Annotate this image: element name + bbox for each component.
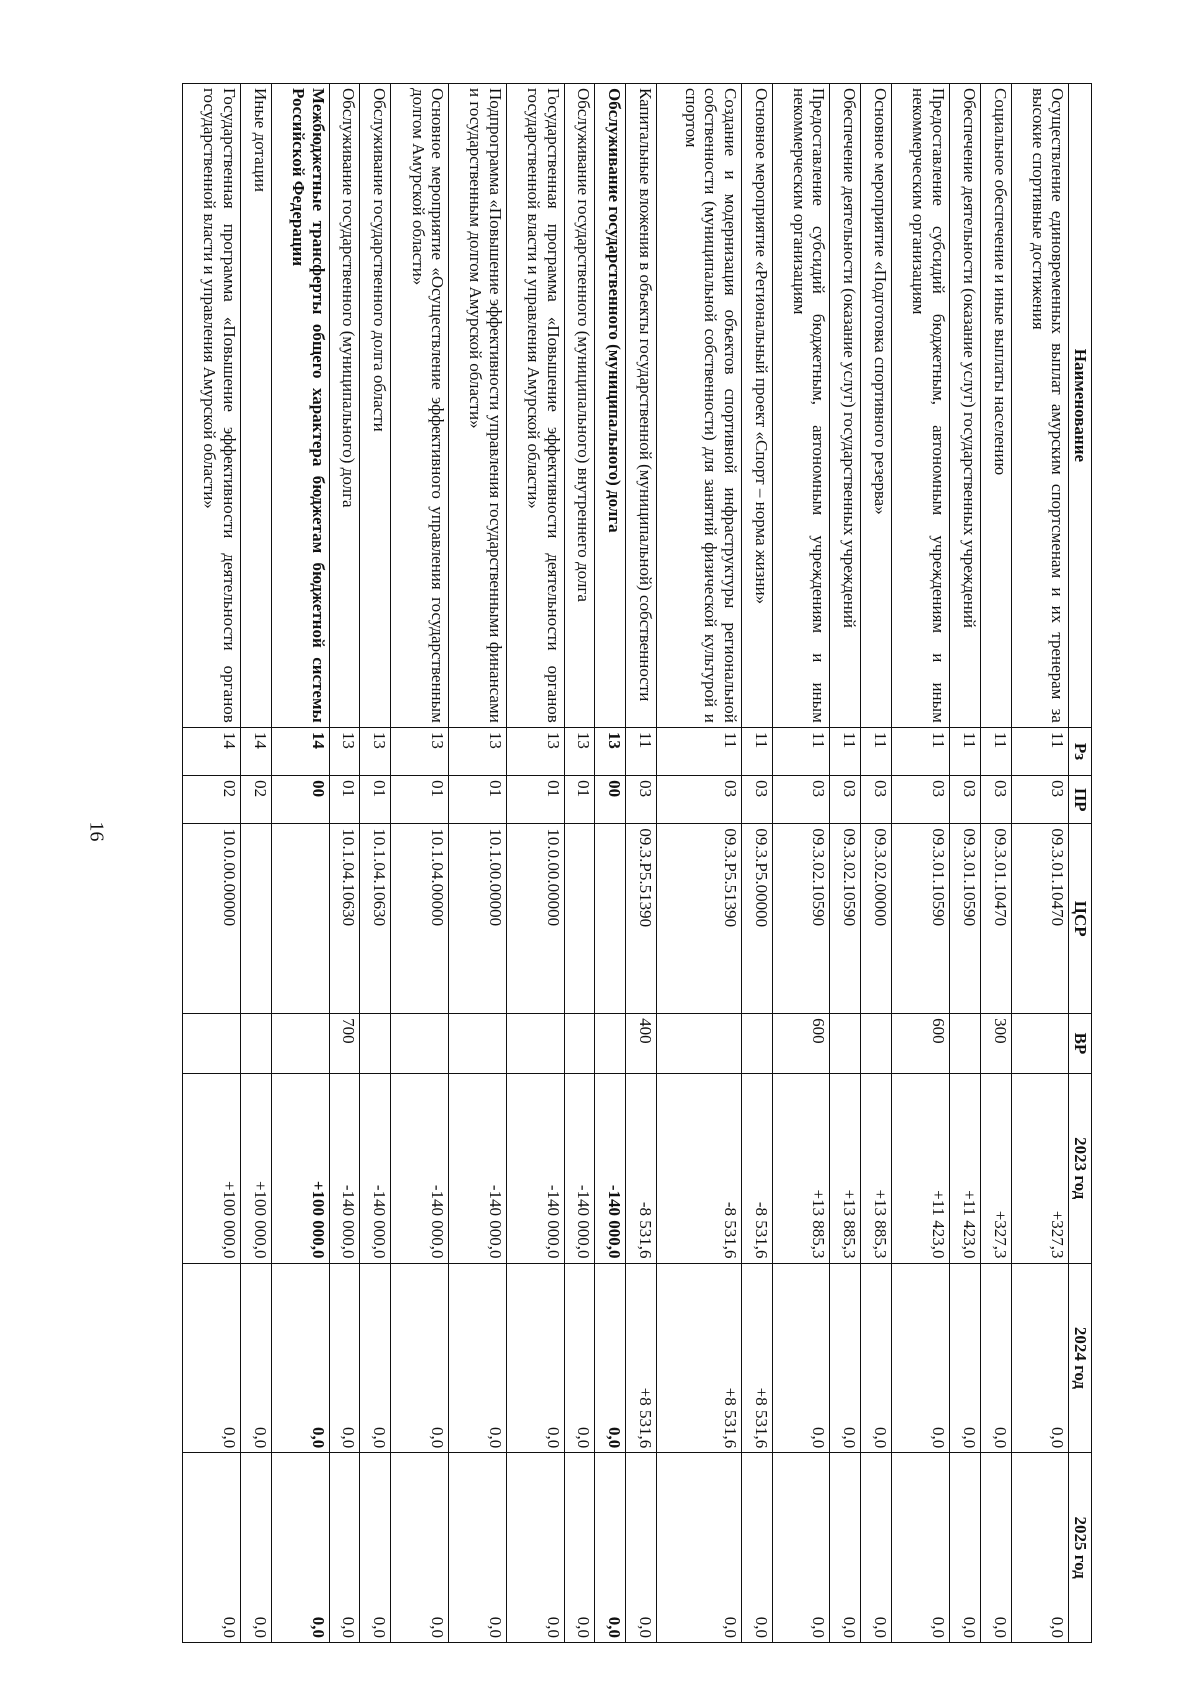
table-cell-name: Иные дотации bbox=[240, 84, 271, 728]
table-cell-pr: 03 bbox=[626, 776, 657, 824]
table-cell-2025: 0,0 bbox=[595, 1453, 626, 1643]
table-cell-pr: 01 bbox=[360, 776, 391, 824]
table-cell-vr bbox=[595, 1014, 626, 1074]
table-cell-csr: 09.3.01.10470 bbox=[980, 824, 1011, 1014]
table-cell-name: Социальное обеспечение и иные выплаты населению bbox=[980, 84, 1011, 728]
header-vr: ВР bbox=[1069, 1014, 1092, 1074]
table-cell-2023: +13 885,3 bbox=[830, 1073, 861, 1263]
table-row bbox=[329, 84, 360, 1643]
table-cell-pr: 01 bbox=[391, 776, 449, 824]
table-cell-csr: 09.3.P5.00000 bbox=[741, 824, 772, 1014]
table-cell-vr bbox=[506, 1014, 564, 1074]
table-cell-pr: 03 bbox=[949, 776, 980, 824]
header-rz: Рз bbox=[1069, 727, 1092, 775]
table-cell-2023: +13 885,3 bbox=[861, 1073, 892, 1263]
budget-table bbox=[182, 83, 1092, 1643]
table-cell-rz: 13 bbox=[360, 727, 391, 775]
table-cell-pr: 03 bbox=[772, 776, 830, 824]
table-cell-2025: 0,0 bbox=[271, 1453, 329, 1643]
table-cell-rz: 14 bbox=[183, 727, 241, 775]
table-cell-2023: +327,3 bbox=[980, 1073, 1011, 1263]
table-cell-pr: 03 bbox=[741, 776, 772, 824]
table-row bbox=[626, 84, 657, 1643]
table-cell-rz: 11 bbox=[772, 727, 830, 775]
table-row bbox=[772, 84, 830, 1643]
table-cell-2023: +11 423,0 bbox=[892, 1073, 950, 1263]
table-cell-rz: 11 bbox=[949, 727, 980, 775]
table-cell-pr: 02 bbox=[183, 776, 241, 824]
table-cell-csr: 09.3.P5.51390 bbox=[657, 824, 742, 1014]
table-cell-2025: 0,0 bbox=[892, 1453, 950, 1643]
table-cell-csr: 10.0.00.00000 bbox=[506, 824, 564, 1014]
table-cell-name: Обслуживание государственного (муниципального) долга bbox=[595, 84, 626, 728]
table-cell-csr: 09.3.02.10590 bbox=[772, 824, 830, 1014]
table-cell-2023: -8 531,6 bbox=[741, 1073, 772, 1263]
table-row bbox=[183, 84, 241, 1643]
table-cell-csr: 09.3.02.10590 bbox=[830, 824, 861, 1014]
table-cell-csr bbox=[240, 824, 271, 1014]
table-cell-2023: -140 000,0 bbox=[360, 1073, 391, 1263]
table-cell-2025: 0,0 bbox=[626, 1453, 657, 1643]
table-cell-2024: 0,0 bbox=[980, 1263, 1011, 1453]
table-cell-vr bbox=[949, 1014, 980, 1074]
table-cell-csr: 10.1.00.00000 bbox=[449, 824, 507, 1014]
table-cell-2025: 0,0 bbox=[360, 1453, 391, 1643]
table-row bbox=[830, 84, 861, 1643]
table-cell-vr bbox=[271, 1014, 329, 1074]
table-cell-vr: 600 bbox=[772, 1014, 830, 1074]
table-cell-pr: 03 bbox=[1011, 776, 1069, 824]
header-name: Наименование bbox=[1069, 84, 1092, 728]
table-cell-2024: 0,0 bbox=[1011, 1263, 1069, 1453]
table-cell-pr: 01 bbox=[564, 776, 595, 824]
table-cell-2024: 0,0 bbox=[861, 1263, 892, 1453]
table-cell-2024: 0,0 bbox=[506, 1263, 564, 1453]
table-cell-csr: 09.3.02.00000 bbox=[861, 824, 892, 1014]
table-cell-csr: 10.0.00.00000 bbox=[183, 824, 241, 1014]
table-row bbox=[1011, 84, 1069, 1643]
table-cell-name: Обеспечение деятельности (оказание услуг) государственных учреждений bbox=[949, 84, 980, 728]
table-cell-vr: 600 bbox=[892, 1014, 950, 1074]
table-cell-2025: 0,0 bbox=[657, 1453, 742, 1643]
table-cell-pr: 03 bbox=[980, 776, 1011, 824]
table-cell-2024: 0,0 bbox=[360, 1263, 391, 1453]
table-cell-2024: +8 531,6 bbox=[626, 1263, 657, 1453]
table-cell-pr: 00 bbox=[271, 776, 329, 824]
table-cell-vr bbox=[657, 1014, 742, 1074]
table-cell-vr: 700 bbox=[329, 1014, 360, 1074]
table-cell-2023: -140 000,0 bbox=[595, 1073, 626, 1263]
table-cell-2024: 0,0 bbox=[772, 1263, 830, 1453]
table-cell-pr: 03 bbox=[657, 776, 742, 824]
table-cell-csr: 10.1.04.00000 bbox=[391, 824, 449, 1014]
table-cell-2025: 0,0 bbox=[830, 1453, 861, 1643]
table-cell-name: Капитальные вложения в объекты государственной (муниципальной) собственности bbox=[626, 84, 657, 728]
table-cell-2023: -140 000,0 bbox=[506, 1073, 564, 1263]
table-row bbox=[271, 84, 329, 1643]
table-cell-vr bbox=[1011, 1014, 1069, 1074]
table-cell-pr: 01 bbox=[329, 776, 360, 824]
table-cell-rz: 11 bbox=[980, 727, 1011, 775]
table-cell-name: Создание и модернизация объектов спортивной инфраструктуры региональной собственности (муниципальной собственности) для занятий физической культурой и спортом bbox=[657, 84, 742, 728]
table-cell-2024: 0,0 bbox=[391, 1263, 449, 1453]
table-cell-pr: 01 bbox=[506, 776, 564, 824]
table-cell-2025: 0,0 bbox=[949, 1453, 980, 1643]
table-cell-csr: 09.3.P5.51390 bbox=[626, 824, 657, 1014]
table-cell-2023: -140 000,0 bbox=[564, 1073, 595, 1263]
table-cell-rz: 13 bbox=[506, 727, 564, 775]
table-cell-2025: 0,0 bbox=[506, 1453, 564, 1643]
table-row bbox=[892, 84, 950, 1643]
table-cell-2025: 0,0 bbox=[329, 1453, 360, 1643]
table-cell-2025: 0,0 bbox=[741, 1453, 772, 1643]
table-cell-rz: 11 bbox=[626, 727, 657, 775]
table-cell-vr bbox=[240, 1014, 271, 1074]
table-cell-2023: +100 000,0 bbox=[183, 1073, 241, 1263]
table-cell-2023: +327,3 bbox=[1011, 1073, 1069, 1263]
table-row bbox=[449, 84, 507, 1643]
table-cell-vr bbox=[830, 1014, 861, 1074]
table-cell-csr bbox=[564, 824, 595, 1014]
table-cell-name: Основное мероприятие «Подготовка спортивного резерва» bbox=[861, 84, 892, 728]
table-row bbox=[949, 84, 980, 1643]
table-cell-name: Основное мероприятие «Осуществление эффективного управления государственным долгом Амурской области» bbox=[391, 84, 449, 728]
header-pr: ПР bbox=[1069, 776, 1092, 824]
table-cell-csr bbox=[595, 824, 626, 1014]
table-cell-2024: 0,0 bbox=[595, 1263, 626, 1453]
table-cell-2025: 0,0 bbox=[449, 1453, 507, 1643]
table-cell-name: Обеспечение деятельности (оказание услуг) государственных учреждений bbox=[830, 84, 861, 728]
table-cell-name: Государственная программа «Повышение эффективности деятельности органов государственной власти и управления Амурской области» bbox=[183, 84, 241, 728]
table-cell-2024: +8 531,6 bbox=[657, 1263, 742, 1453]
table-cell-2024: 0,0 bbox=[892, 1263, 950, 1453]
table-cell-rz: 13 bbox=[595, 727, 626, 775]
table-cell-vr bbox=[861, 1014, 892, 1074]
table-cell-csr: 10.1.04.10630 bbox=[360, 824, 391, 1014]
table-cell-name: Межбюджетные трансферты общего характера бюджетам бюджетной системы Российской Федерации bbox=[271, 84, 329, 728]
table-cell-2023: +100 000,0 bbox=[271, 1073, 329, 1263]
table-cell-2023: -8 531,6 bbox=[626, 1073, 657, 1263]
table-cell-pr: 00 bbox=[595, 776, 626, 824]
table-cell-csr bbox=[271, 824, 329, 1014]
header-csr: ЦСР bbox=[1069, 824, 1092, 1014]
table-cell-vr bbox=[449, 1014, 507, 1074]
table-cell-name: Обслуживание государственного (муниципального) внутреннего долга bbox=[564, 84, 595, 728]
table-cell-rz: 13 bbox=[329, 727, 360, 775]
table-cell-pr: 03 bbox=[861, 776, 892, 824]
table-cell-2024: 0,0 bbox=[564, 1263, 595, 1453]
table-cell-2025: 0,0 bbox=[861, 1453, 892, 1643]
header-2023: 2023 год bbox=[1069, 1073, 1092, 1263]
table-cell-2024: 0,0 bbox=[830, 1263, 861, 1453]
table-cell-name: Основное мероприятие «Региональный проект «Спорт – норма жизни» bbox=[741, 84, 772, 728]
table-row bbox=[391, 84, 449, 1643]
table-cell-2024: 0,0 bbox=[949, 1263, 980, 1453]
header-2025: 2025 год bbox=[1069, 1453, 1092, 1643]
table-row bbox=[741, 84, 772, 1643]
table-body bbox=[183, 84, 1069, 1643]
table-cell-name: Осуществление единовременных выплат амурским спортсменам и их тренерам за высокие спортивные достижения bbox=[1011, 84, 1069, 728]
table-cell-2024: +8 531,6 bbox=[741, 1263, 772, 1453]
table-cell-2023: -8 531,6 bbox=[657, 1073, 742, 1263]
table-cell-pr: 03 bbox=[830, 776, 861, 824]
table-cell-2023: -140 000,0 bbox=[391, 1073, 449, 1263]
table-cell-2023: +11 423,0 bbox=[949, 1073, 980, 1263]
table-cell-2024: 0,0 bbox=[271, 1263, 329, 1453]
table-cell-2025: 0,0 bbox=[240, 1453, 271, 1643]
table-row bbox=[360, 84, 391, 1643]
table-cell-rz: 14 bbox=[240, 727, 271, 775]
rotated-table-container bbox=[182, 83, 1092, 1643]
table-cell-rz: 13 bbox=[564, 727, 595, 775]
table-cell-2025: 0,0 bbox=[980, 1453, 1011, 1643]
table-cell-2024: 0,0 bbox=[183, 1263, 241, 1453]
table-cell-2025: 0,0 bbox=[1011, 1453, 1069, 1643]
table-row bbox=[564, 84, 595, 1643]
table-cell-name: Предоставление субсидий бюджетным, автономным учреждениям и иным некоммерческим организациям bbox=[892, 84, 950, 728]
table-cell-pr: 03 bbox=[892, 776, 950, 824]
table-cell-name: Предоставление субсидий бюджетным, автономным учреждениям и иным некоммерческим организациям bbox=[772, 84, 830, 728]
table-cell-2024: 0,0 bbox=[329, 1263, 360, 1453]
table-row bbox=[980, 84, 1011, 1643]
table-cell-pr: 02 bbox=[240, 776, 271, 824]
table-cell-rz: 11 bbox=[861, 727, 892, 775]
table-cell-csr: 10.1.04.10630 bbox=[329, 824, 360, 1014]
table-cell-name: Подпрограмма «Повышение эффективности управления государственными финансами и государственным долгом Амурской области» bbox=[449, 84, 507, 728]
table-cell-rz: 11 bbox=[741, 727, 772, 775]
table-row bbox=[506, 84, 564, 1643]
table-cell-name: Государственная программа «Повышение эффективности деятельности органов государственной власти и управления Амурской области» bbox=[506, 84, 564, 728]
table-cell-vr bbox=[564, 1014, 595, 1074]
table-cell-2023: -140 000,0 bbox=[449, 1073, 507, 1263]
table-header-row bbox=[1069, 84, 1092, 1643]
table-cell-vr: 300 bbox=[980, 1014, 1011, 1074]
table-cell-vr bbox=[741, 1014, 772, 1074]
table-cell-name: Обслуживание государственного долга области bbox=[360, 84, 391, 728]
table-cell-2023: +100 000,0 bbox=[240, 1073, 271, 1263]
table-cell-2023: -140 000,0 bbox=[329, 1073, 360, 1263]
table-cell-rz: 11 bbox=[830, 727, 861, 775]
table-cell-2025: 0,0 bbox=[772, 1453, 830, 1643]
table-cell-rz: 11 bbox=[657, 727, 742, 775]
table-cell-vr: 400 bbox=[626, 1014, 657, 1074]
table-cell-vr bbox=[183, 1014, 241, 1074]
table-cell-rz: 13 bbox=[391, 727, 449, 775]
table-row bbox=[240, 84, 271, 1643]
table-row bbox=[595, 84, 626, 1643]
table-cell-2025: 0,0 bbox=[183, 1453, 241, 1643]
page-number: 16 bbox=[85, 821, 108, 842]
table-cell-2025: 0,0 bbox=[391, 1453, 449, 1643]
table-cell-rz: 14 bbox=[271, 727, 329, 775]
table-cell-csr: 09.3.01.10590 bbox=[892, 824, 950, 1014]
header-2024: 2024 год bbox=[1069, 1263, 1092, 1453]
table-row bbox=[861, 84, 892, 1643]
table-cell-2024: 0,0 bbox=[240, 1263, 271, 1453]
table-cell-csr: 09.3.01.10590 bbox=[949, 824, 980, 1014]
table-cell-rz: 11 bbox=[1011, 727, 1069, 775]
table-cell-rz: 11 bbox=[892, 727, 950, 775]
table-row bbox=[657, 84, 742, 1643]
table-cell-pr: 01 bbox=[449, 776, 507, 824]
table-cell-name: Обслуживание государственного (муниципального) долга bbox=[329, 84, 360, 728]
table-cell-vr bbox=[391, 1014, 449, 1074]
table-cell-2023: +13 885,3 bbox=[772, 1073, 830, 1263]
table-cell-csr: 09.3.01.10470 bbox=[1011, 824, 1069, 1014]
table-cell-vr bbox=[360, 1014, 391, 1074]
table-cell-2024: 0,0 bbox=[449, 1263, 507, 1453]
table-cell-2025: 0,0 bbox=[564, 1453, 595, 1643]
table-cell-rz: 13 bbox=[449, 727, 507, 775]
